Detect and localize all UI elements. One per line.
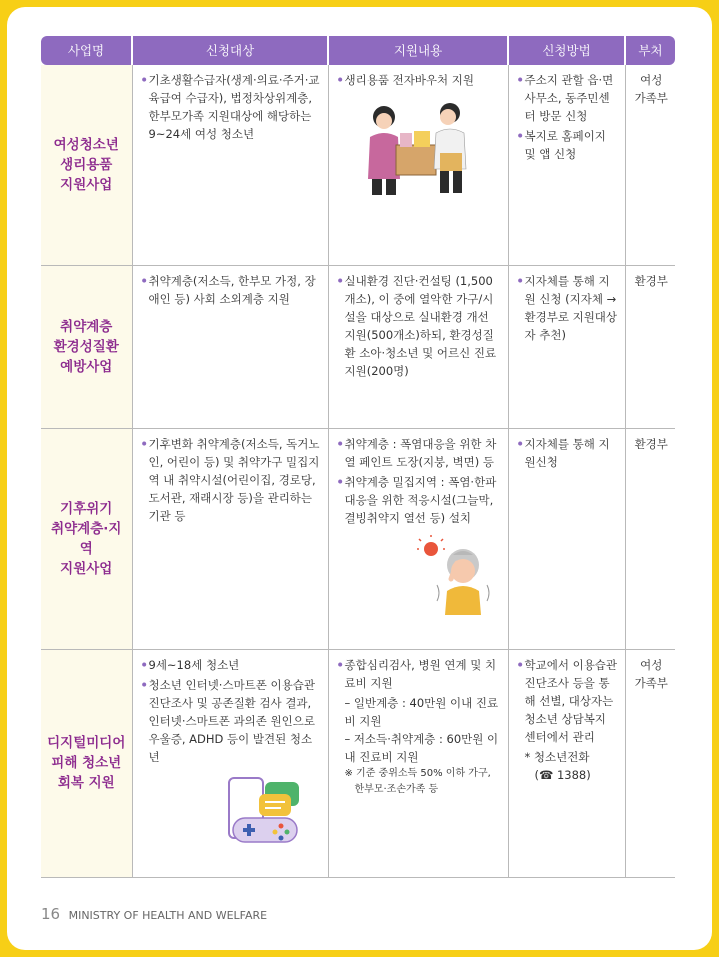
ministry-cell: 여성 가족부: [625, 649, 675, 877]
list-item: • 생리용품 전자바우처 지원: [337, 71, 502, 89]
list-item: • 지자체를 통해 지원 신청 (지자체 → 환경부로 지원대상자 추천): [517, 272, 619, 344]
ministry-cell: 환경부: [625, 265, 675, 428]
people-with-box-illustration: [354, 97, 484, 197]
page-number: 16: [41, 905, 61, 923]
program-name: 여성청소년 생리용품 지원사업: [41, 65, 132, 265]
list-item: • 기초생활수급자(생계·의료·주거·교육급여 수급자), 법정차상위계층, 한부모가족 지원대상에 해당하는 9~24세 여성 청소년: [141, 71, 322, 143]
list-item: • 복지로 홈페이지 및 앱 신청: [517, 127, 619, 163]
support-subitem: – 일반계층 : 40만원 이내 진료비 지원: [344, 695, 499, 728]
program-name: 취약계층 환경성질환 예방사업: [41, 265, 132, 428]
ministry-cell: 여성 가족부: [625, 65, 675, 265]
list-item: • 주소지 관할 읍·면 사무소, 동주민센터 방문 신청: [517, 71, 619, 125]
method-note: * 청소년전화: [524, 749, 590, 764]
table-header-row: [41, 36, 675, 65]
list-item: • 기후변화 취약계층(저소득, 독거노인, 어린이 등) 및 취약가구 밀집지역 내 취약시설(어린이집, 경로당, 도서관, 재래시장 등)을 관리하는 기관 등: [141, 435, 322, 525]
target-cell: [132, 428, 328, 649]
list-item: • 실내환경 진단·컨설팅 (1,500개소), 이 중에 열악한 가구/시설을 대상으로 실내환경 개선 지원(500개소)하되, 환경성질환 소아·청소년 및 어르신 진료지원(200명): [337, 272, 502, 380]
support-cell: [328, 428, 508, 649]
support-cell: [328, 649, 508, 877]
list-item: • 취약계층(저소득, 한부모 가정, 장애인 등) 사회 소외계층 지원: [141, 272, 322, 308]
header-program-name: 사업명: [41, 36, 132, 65]
program-name: 디지털미디어 피해 청소년 회복 지원: [41, 649, 132, 877]
method-cell: [508, 428, 625, 649]
support-note: 한부모·조손가족 등: [354, 783, 439, 795]
header-support: 지원내용: [328, 36, 508, 65]
list-item: • 종합심리검사, 병원 연계 및 치료비 지원: [337, 656, 502, 692]
phone-gamepad-illustration: [225, 774, 305, 846]
header-method: 신청방법: [508, 36, 625, 65]
target-cell: [132, 65, 328, 265]
list-item: • 청소년 인터넷·스마트폰 이용습관 진단조사 및 공존질환 검사 결과, 인터넷·스마트폰 과의존 원인으로 우울증, ADHD 등이 발견된 청소년: [141, 676, 322, 766]
list-item: • 학교에서 이용습관 진단조사 등을 통해 선별, 대상자는 청소년 상담복지 센터에서 관리: [517, 656, 619, 746]
list-item: • 취약계층 밀집지역 : 폭염·한파 대응을 위한 적응시설(그늘막, 결빙취약지 열선 등) 설치: [337, 473, 502, 527]
list-item: • 지자체를 통해 지원신청: [517, 435, 619, 471]
support-cell: [328, 65, 508, 265]
support-note: ※ 기준 중위소득 50% 이하 가구,: [344, 767, 491, 779]
ministry-cell: 환경부: [625, 428, 675, 649]
table-row: [41, 649, 675, 877]
list-item: • 취약계층 : 폭염대응을 위한 차열 페인트 도장(지붕, 벽면) 등: [337, 435, 502, 471]
target-cell: [132, 649, 328, 877]
table-row: [41, 428, 675, 649]
method-cell: [508, 265, 625, 428]
header-target: 신청대상: [132, 36, 328, 65]
page-footer: [41, 905, 267, 923]
ministry-name: MINISTRY OF HEALTH AND WELFARE: [68, 909, 268, 922]
table-row: [41, 265, 675, 428]
program-name: 기후위기 취약계층·지역 지원사업: [41, 428, 132, 649]
support-subitem: – 저소득·취약계층 : 60만원 이내 진료비 지원: [344, 731, 499, 764]
support-cell: [328, 265, 508, 428]
method-note: (☎ 1388): [534, 767, 591, 782]
method-cell: [508, 649, 625, 877]
list-item: • 9세~18세 청소년: [141, 656, 322, 674]
header-ministry: 부처: [625, 36, 675, 65]
sweating-elderly-woman-illustration: [417, 535, 497, 615]
table-row: [41, 65, 675, 265]
method-cell: [508, 65, 625, 265]
target-cell: [132, 265, 328, 428]
support-programs-table: [41, 36, 675, 878]
